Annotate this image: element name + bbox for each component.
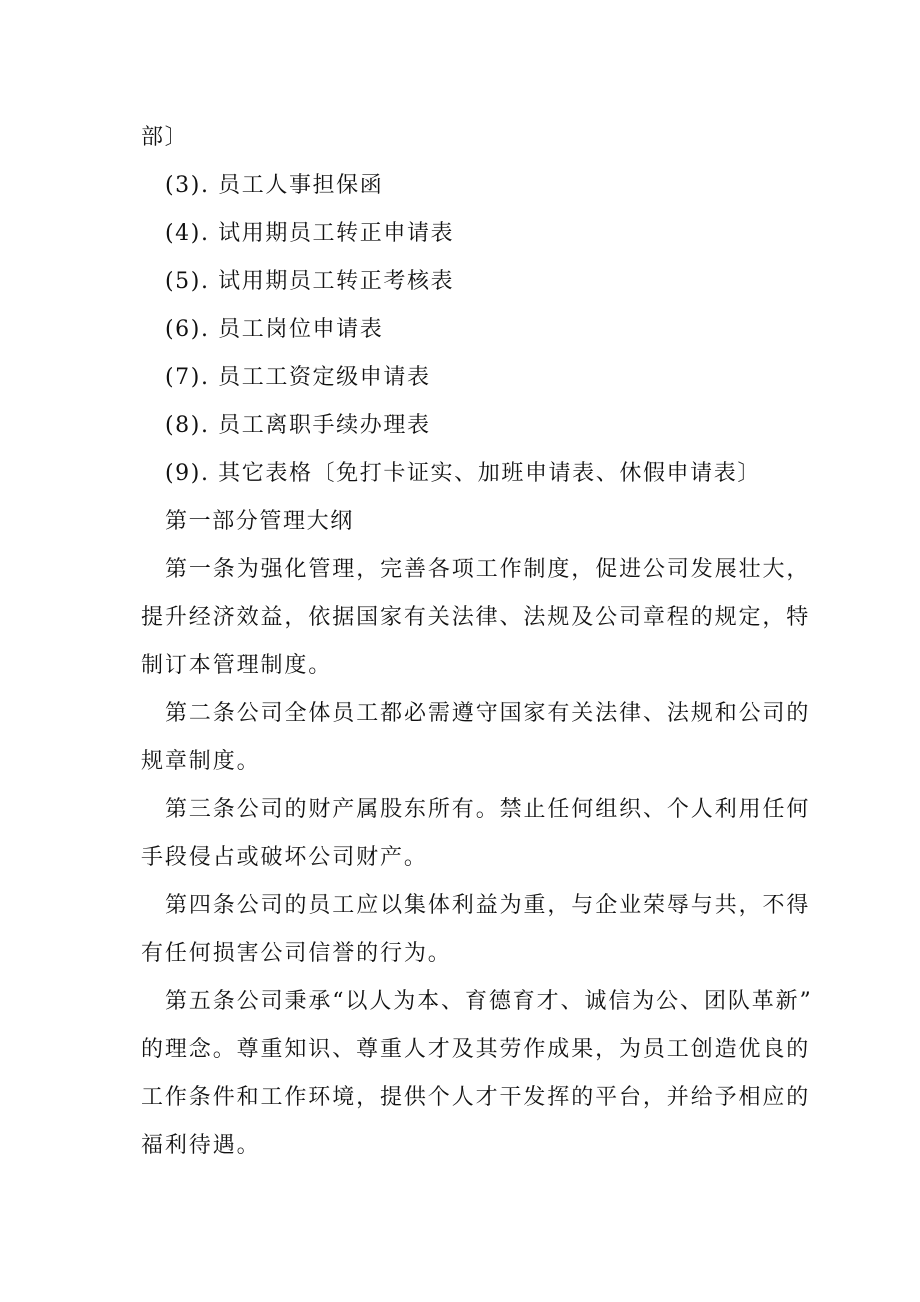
text-line: 的理念。尊重知识、尊重人才及其劳作成果，为员工创造优良的 [141, 1037, 811, 1062]
text-line: 第二条公司全体员工都必需遵守国家有关法律、法规和公司的 [165, 701, 811, 726]
section-heading: 第一部分管理大纲 [165, 509, 354, 534]
article-1 [141, 546, 811, 690]
text-line: 工作条件和工作环境，提供个人才干发挥的平台，并给予相应的 [141, 1085, 811, 1110]
form-list-item: (9). 其它表格〔免打卡证实、加班申请表、休假申请表〕 [165, 461, 761, 486]
article-3 [141, 786, 811, 882]
text-line: 手段侵占或破坏公司财产。 [141, 845, 428, 870]
article-5 [141, 978, 813, 1170]
text-line: 部〕 [141, 125, 189, 150]
document-page [141, 114, 813, 1170]
article-4 [141, 882, 811, 978]
text-line: 规章制度。 [141, 749, 261, 774]
text-line: 提升经济效益，依据国家有关法律、法规及公司章程的规定，特 [141, 605, 811, 630]
form-list-item: (5). 试用期员工转正考核表 [165, 269, 455, 294]
text-line: 第四条公司的员工应以集体利益为重，与企业荣辱与共，不得 [165, 893, 811, 918]
article-2 [141, 690, 811, 786]
text-line: 福利待遇。 [141, 1133, 261, 1158]
text-line: 第一条为强化管理，完善各项工作制度，促进公司发展壮大， [165, 557, 811, 582]
text-line: 有任何损害公司信誉的行为。 [141, 941, 452, 966]
form-list-item: (4). 试用期员工转正申请表 [165, 221, 455, 246]
text-line: 第五条公司秉承“以人为本、育德育才、诚信为公、团队革新” [165, 989, 813, 1014]
form-list-item: (8). 员工离职手续办理表 [165, 413, 431, 438]
form-list-item: (6). 员工岗位申请表 [165, 317, 384, 342]
text-line: 制订本管理制度。 [141, 653, 333, 678]
form-list-item: (7). 员工工资定级申请表 [165, 365, 431, 390]
text-line: 第三条公司的财产属股东所有。禁止任何组织、个人利用任何 [165, 797, 811, 822]
form-list-item: (3). 员工人事担保函 [165, 173, 384, 198]
